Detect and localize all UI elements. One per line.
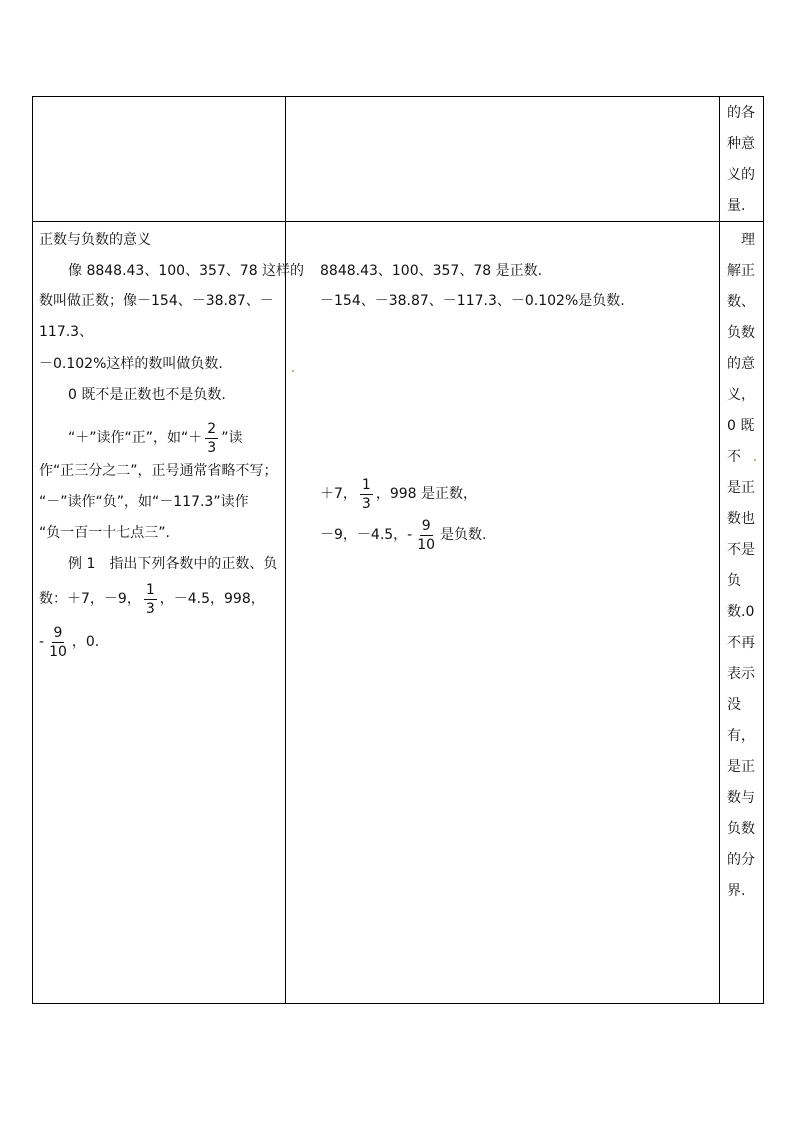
answer-line: [320, 474, 477, 514]
goal-text-line: 不是: [727, 542, 755, 558]
table-row: [33, 97, 764, 222]
goal-text-line: 理: [727, 232, 755, 248]
goal-text-line: 是正: [727, 759, 755, 775]
example-text: 数：＋7，－9，: [39, 591, 141, 607]
stray-mark: [292, 370, 294, 372]
goal-text-line: 的分: [727, 852, 755, 868]
fraction: [415, 519, 437, 552]
goal-text-line: 解正: [727, 263, 755, 279]
fraction: [360, 478, 373, 511]
fraction: [144, 583, 157, 616]
goal-text-line: 负数: [727, 325, 755, 341]
fraction-denominator: 10: [417, 536, 436, 553]
activity-cell: [286, 222, 720, 1004]
fraction-denominator: 10: [49, 643, 67, 660]
fraction-denominator: 3: [145, 600, 155, 617]
goal-text-line: 表示: [727, 666, 755, 682]
row1-col3-cell: [720, 97, 764, 222]
fraction-numerator: 1: [361, 476, 371, 493]
row1-col2-cell: [286, 97, 720, 222]
answer-line: 8848.43、100、357、78 是正数.: [320, 263, 543, 279]
goal-text-line: 数与: [727, 790, 755, 806]
row1-col1-cell: [33, 97, 286, 222]
example-text: -: [39, 634, 45, 650]
goal-text-line: 不: [727, 449, 741, 465]
goal-text-line: 没: [727, 697, 741, 713]
goal-text-line: 的意: [727, 356, 755, 372]
goal-text-line: 种意: [727, 136, 755, 152]
example-line: [39, 579, 265, 619]
paragraph-line: 像 8848.43、100、357、78 这样的: [68, 263, 305, 279]
table-row: [33, 222, 764, 1004]
reading-text: “＋”读作“正”，如“＋: [68, 430, 203, 446]
paragraph-line: 117.3、: [39, 324, 94, 340]
example-line: [39, 621, 99, 663]
paragraph-line: “负一百一十七点三”.: [39, 525, 170, 541]
goal-text-line: 不再: [727, 635, 755, 651]
paragraph-line: －0.102%这样的数叫做负数.: [39, 356, 223, 372]
answer-text: ，998 是正数，: [375, 486, 478, 502]
goal-text-line: 义的: [727, 167, 755, 183]
goal-text-line: 负: [727, 573, 741, 589]
goal-text-line: 数.0: [727, 604, 755, 620]
goal-cell: [720, 222, 764, 1004]
fraction: [47, 626, 69, 659]
fraction-numerator: 9: [421, 517, 431, 534]
answer-text: ＋7，: [320, 486, 357, 502]
fraction-numerator: 2: [207, 420, 217, 437]
lesson-table-grid: [32, 96, 764, 1004]
example-text: ，0.: [71, 634, 100, 650]
answer-text: 是负数.: [440, 527, 487, 543]
example-text: ，－4.5，998，: [159, 591, 265, 607]
goal-text-line: 界.: [727, 883, 746, 899]
paragraph-line: 作“正三分之二”，正号通常省略不写；: [39, 463, 278, 479]
fraction-numerator: 1: [145, 581, 155, 598]
fraction-denominator: 3: [207, 439, 217, 456]
reading-text: ”读: [221, 430, 243, 446]
goal-text-line: 数也: [727, 511, 755, 527]
answer-text: －9，－4.5，-: [320, 527, 413, 543]
goal-text-line: 有，: [727, 728, 755, 744]
paragraph-line: 数叫做正数；像－154、－38.87、－: [39, 293, 274, 309]
paragraph-line: [68, 418, 242, 458]
paragraph-line: “－”读作“负”，如“－117.3”读作: [39, 494, 249, 510]
answer-line: [320, 514, 487, 556]
stray-mark: [754, 459, 756, 461]
goal-text-line: 的各: [727, 105, 755, 121]
example-heading: 例 1 指出下列各数中的正数、负: [68, 556, 278, 572]
fraction-numerator: 9: [53, 624, 63, 641]
goal-text-line: 负数: [727, 821, 755, 837]
goal-text-line: 量.: [727, 198, 746, 214]
section-heading: 正数与负数的意义: [39, 232, 151, 248]
goal-text-line: 0 既: [727, 418, 755, 434]
goal-text-line: 数、: [727, 294, 755, 310]
lesson-table: [32, 96, 764, 1004]
answer-line: －154、－38.87、－117.3、－0.102%是负数.: [320, 293, 625, 309]
fraction-denominator: 3: [361, 495, 371, 512]
paragraph-line: 0 既不是正数也不是负数.: [68, 387, 226, 403]
goal-text-line: 是正: [727, 480, 755, 496]
goal-text-line: 义，: [727, 387, 755, 403]
content-cell: [33, 222, 305, 1004]
fraction: [205, 422, 218, 455]
